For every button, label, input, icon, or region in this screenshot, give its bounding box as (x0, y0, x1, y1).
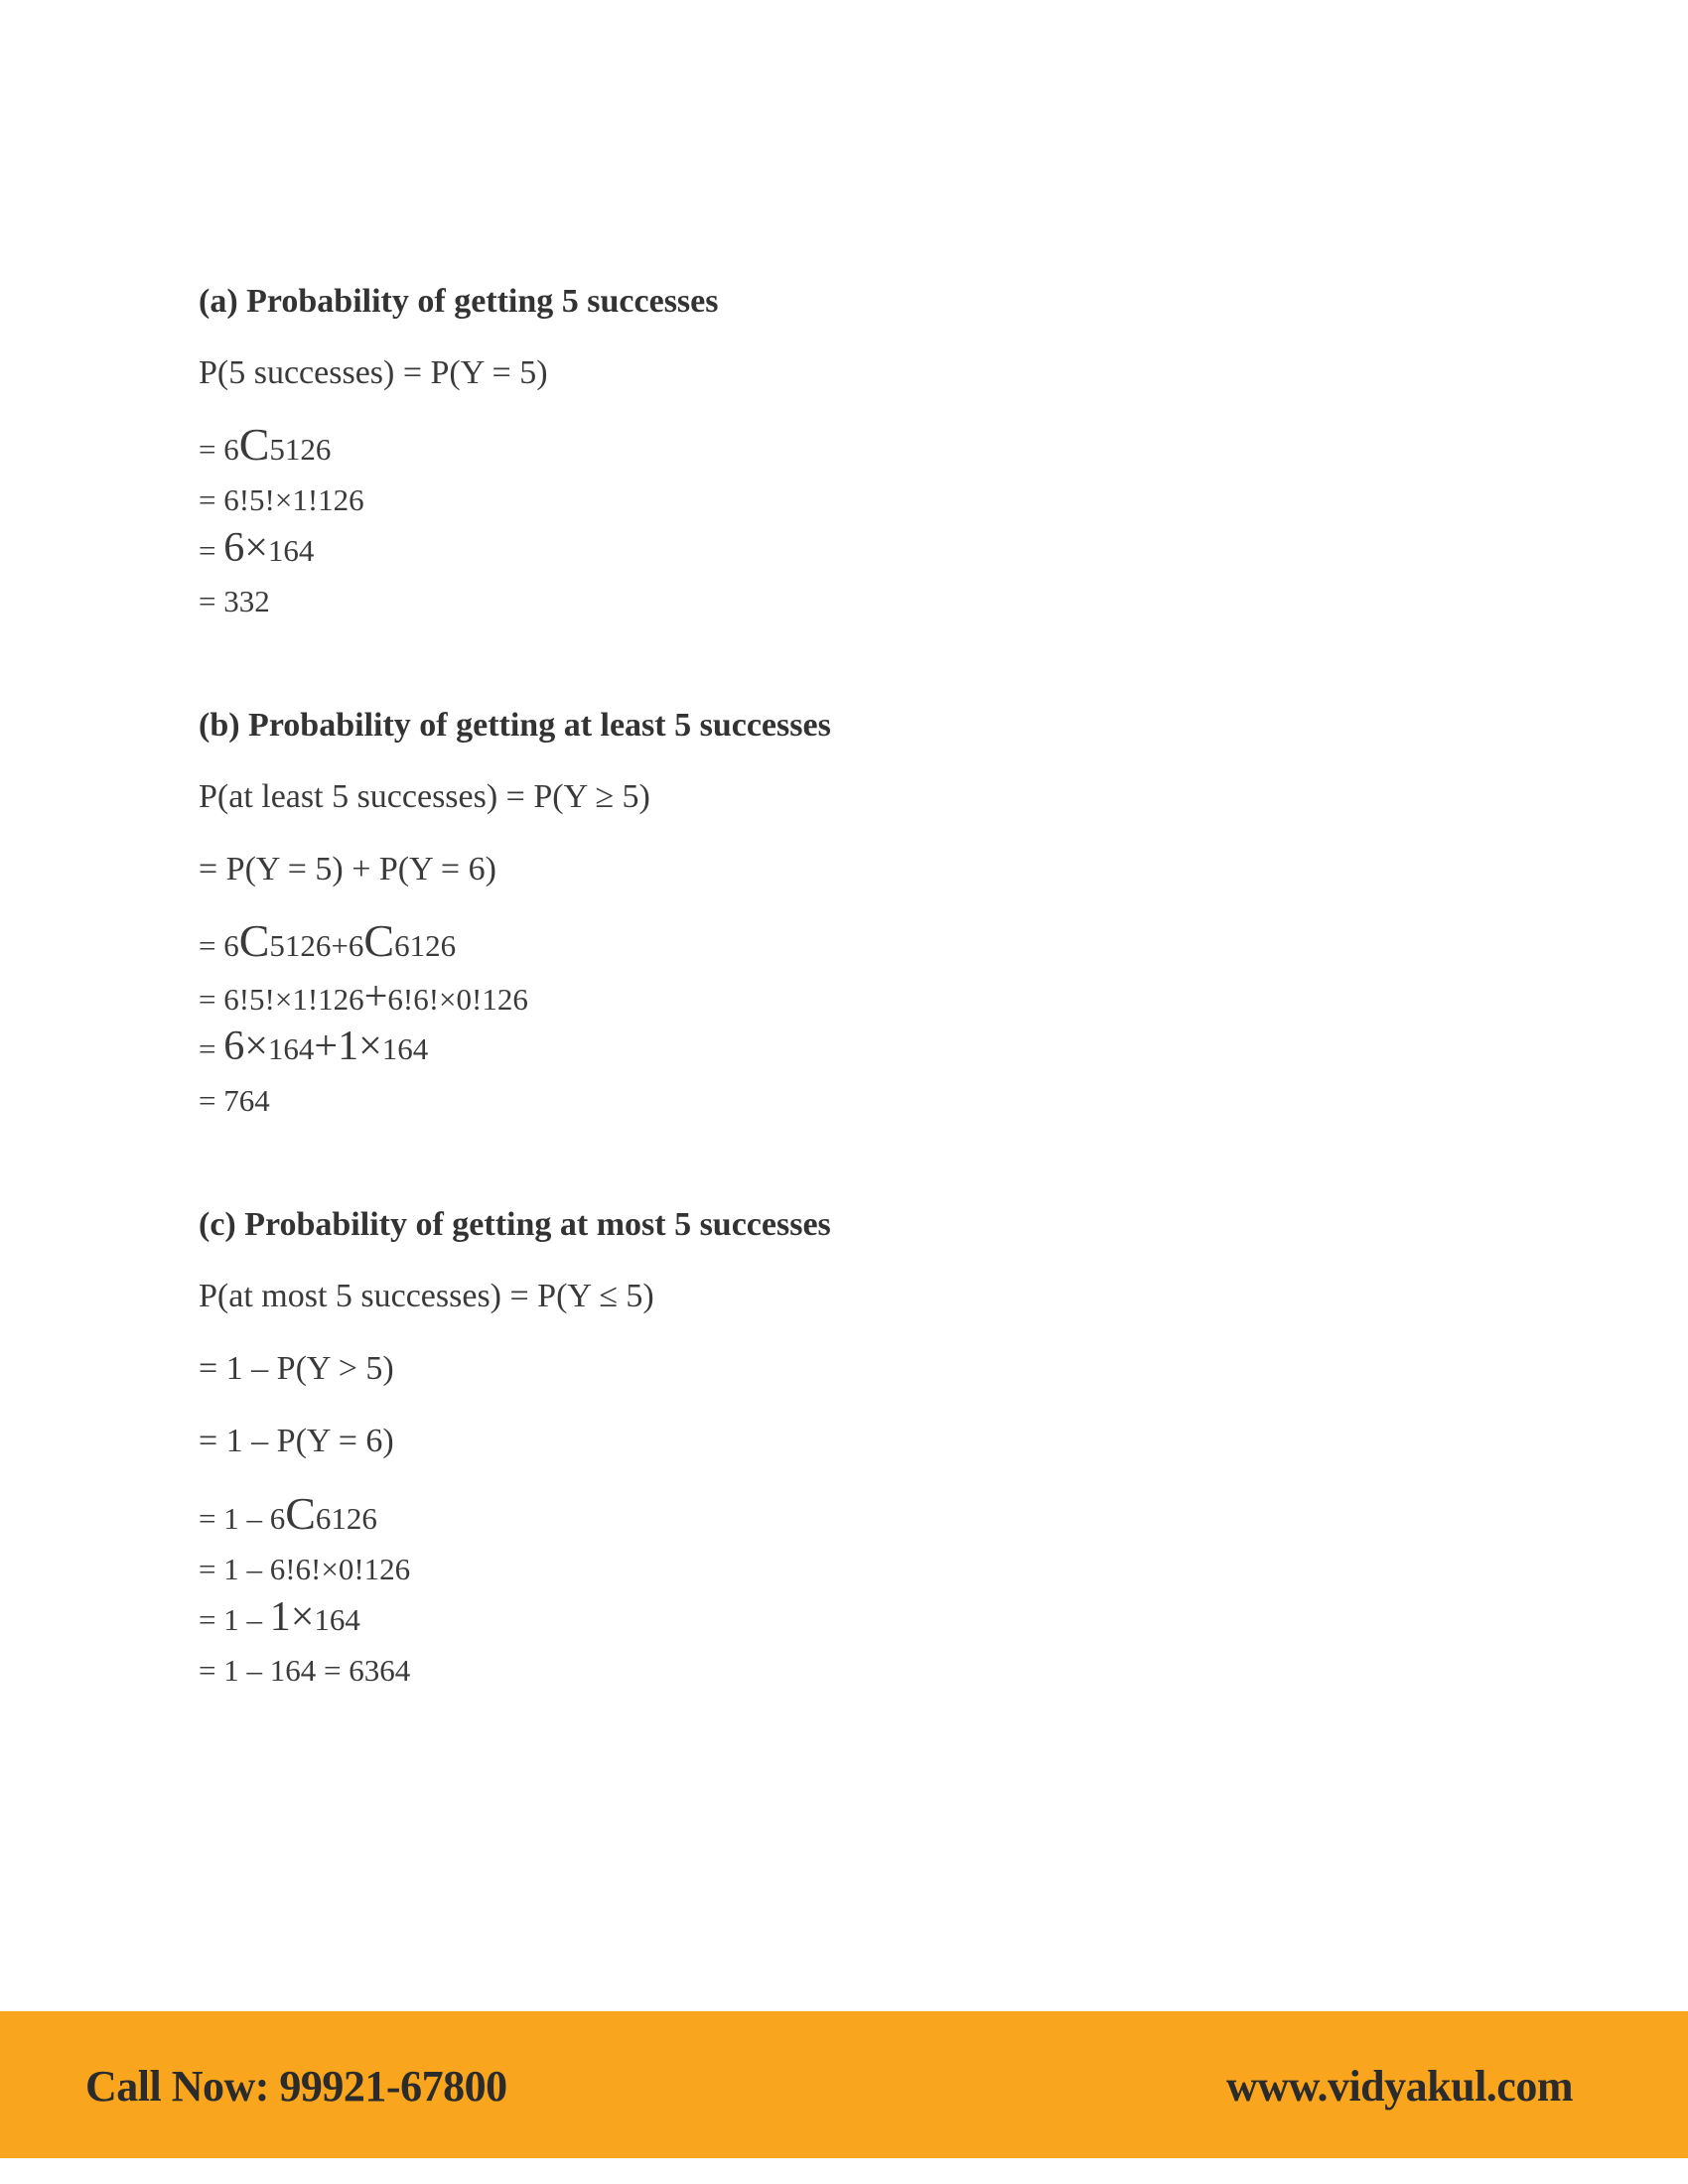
section-c-heading: (c) Probability of getting at most 5 successes (199, 1206, 831, 1243)
equation-line: = 6×164 (199, 525, 315, 571)
equation-line: = 1 – P(Y = 6) (199, 1423, 394, 1459)
equation-line: = 6!5!×1!126 (199, 482, 364, 517)
equation-line: = 1 – 164 = 6364 (199, 1653, 411, 1688)
equation-line: P(5 successes) = P(Y = 5) (199, 354, 548, 391)
equation-line: = 6×164+1×164 (199, 1024, 429, 1069)
section-a-heading: (a) Probability of getting 5 successes (199, 283, 719, 320)
equation-line: = 1 – P(Y > 5) (199, 1350, 394, 1387)
equation-line: = 1 – 6!6!×0!126 (199, 1552, 411, 1586)
equation-line: P(at most 5 successes) = P(Y ≤ 5) (199, 1278, 654, 1314)
equation-line: = P(Y = 5) + P(Y = 6) (199, 851, 496, 887)
footer-website-link[interactable]: www.vidyakul.com (1226, 2062, 1573, 2111)
footer-bar (0, 2011, 1688, 2158)
equation-line: = 1 – 1×164 (199, 1594, 360, 1640)
footer-phone[interactable]: Call Now: 99921-67800 (85, 2062, 507, 2111)
equation-line: = 6!5!×1!126+6!6!×0!126 (199, 974, 528, 1020)
equation-line: P(at least 5 successes) = P(Y ≥ 5) (199, 778, 650, 815)
equation-line: = 332 (199, 584, 270, 618)
equation-line: = 764 (199, 1083, 270, 1118)
equation-line: = 1 – 6C6126 (199, 1488, 377, 1539)
section-b-heading: (b) Probability of getting at least 5 successes (199, 707, 831, 744)
equation-line: = 6C5126+6C6126 (199, 915, 457, 966)
equation-line: = 6C5126 (199, 419, 332, 470)
